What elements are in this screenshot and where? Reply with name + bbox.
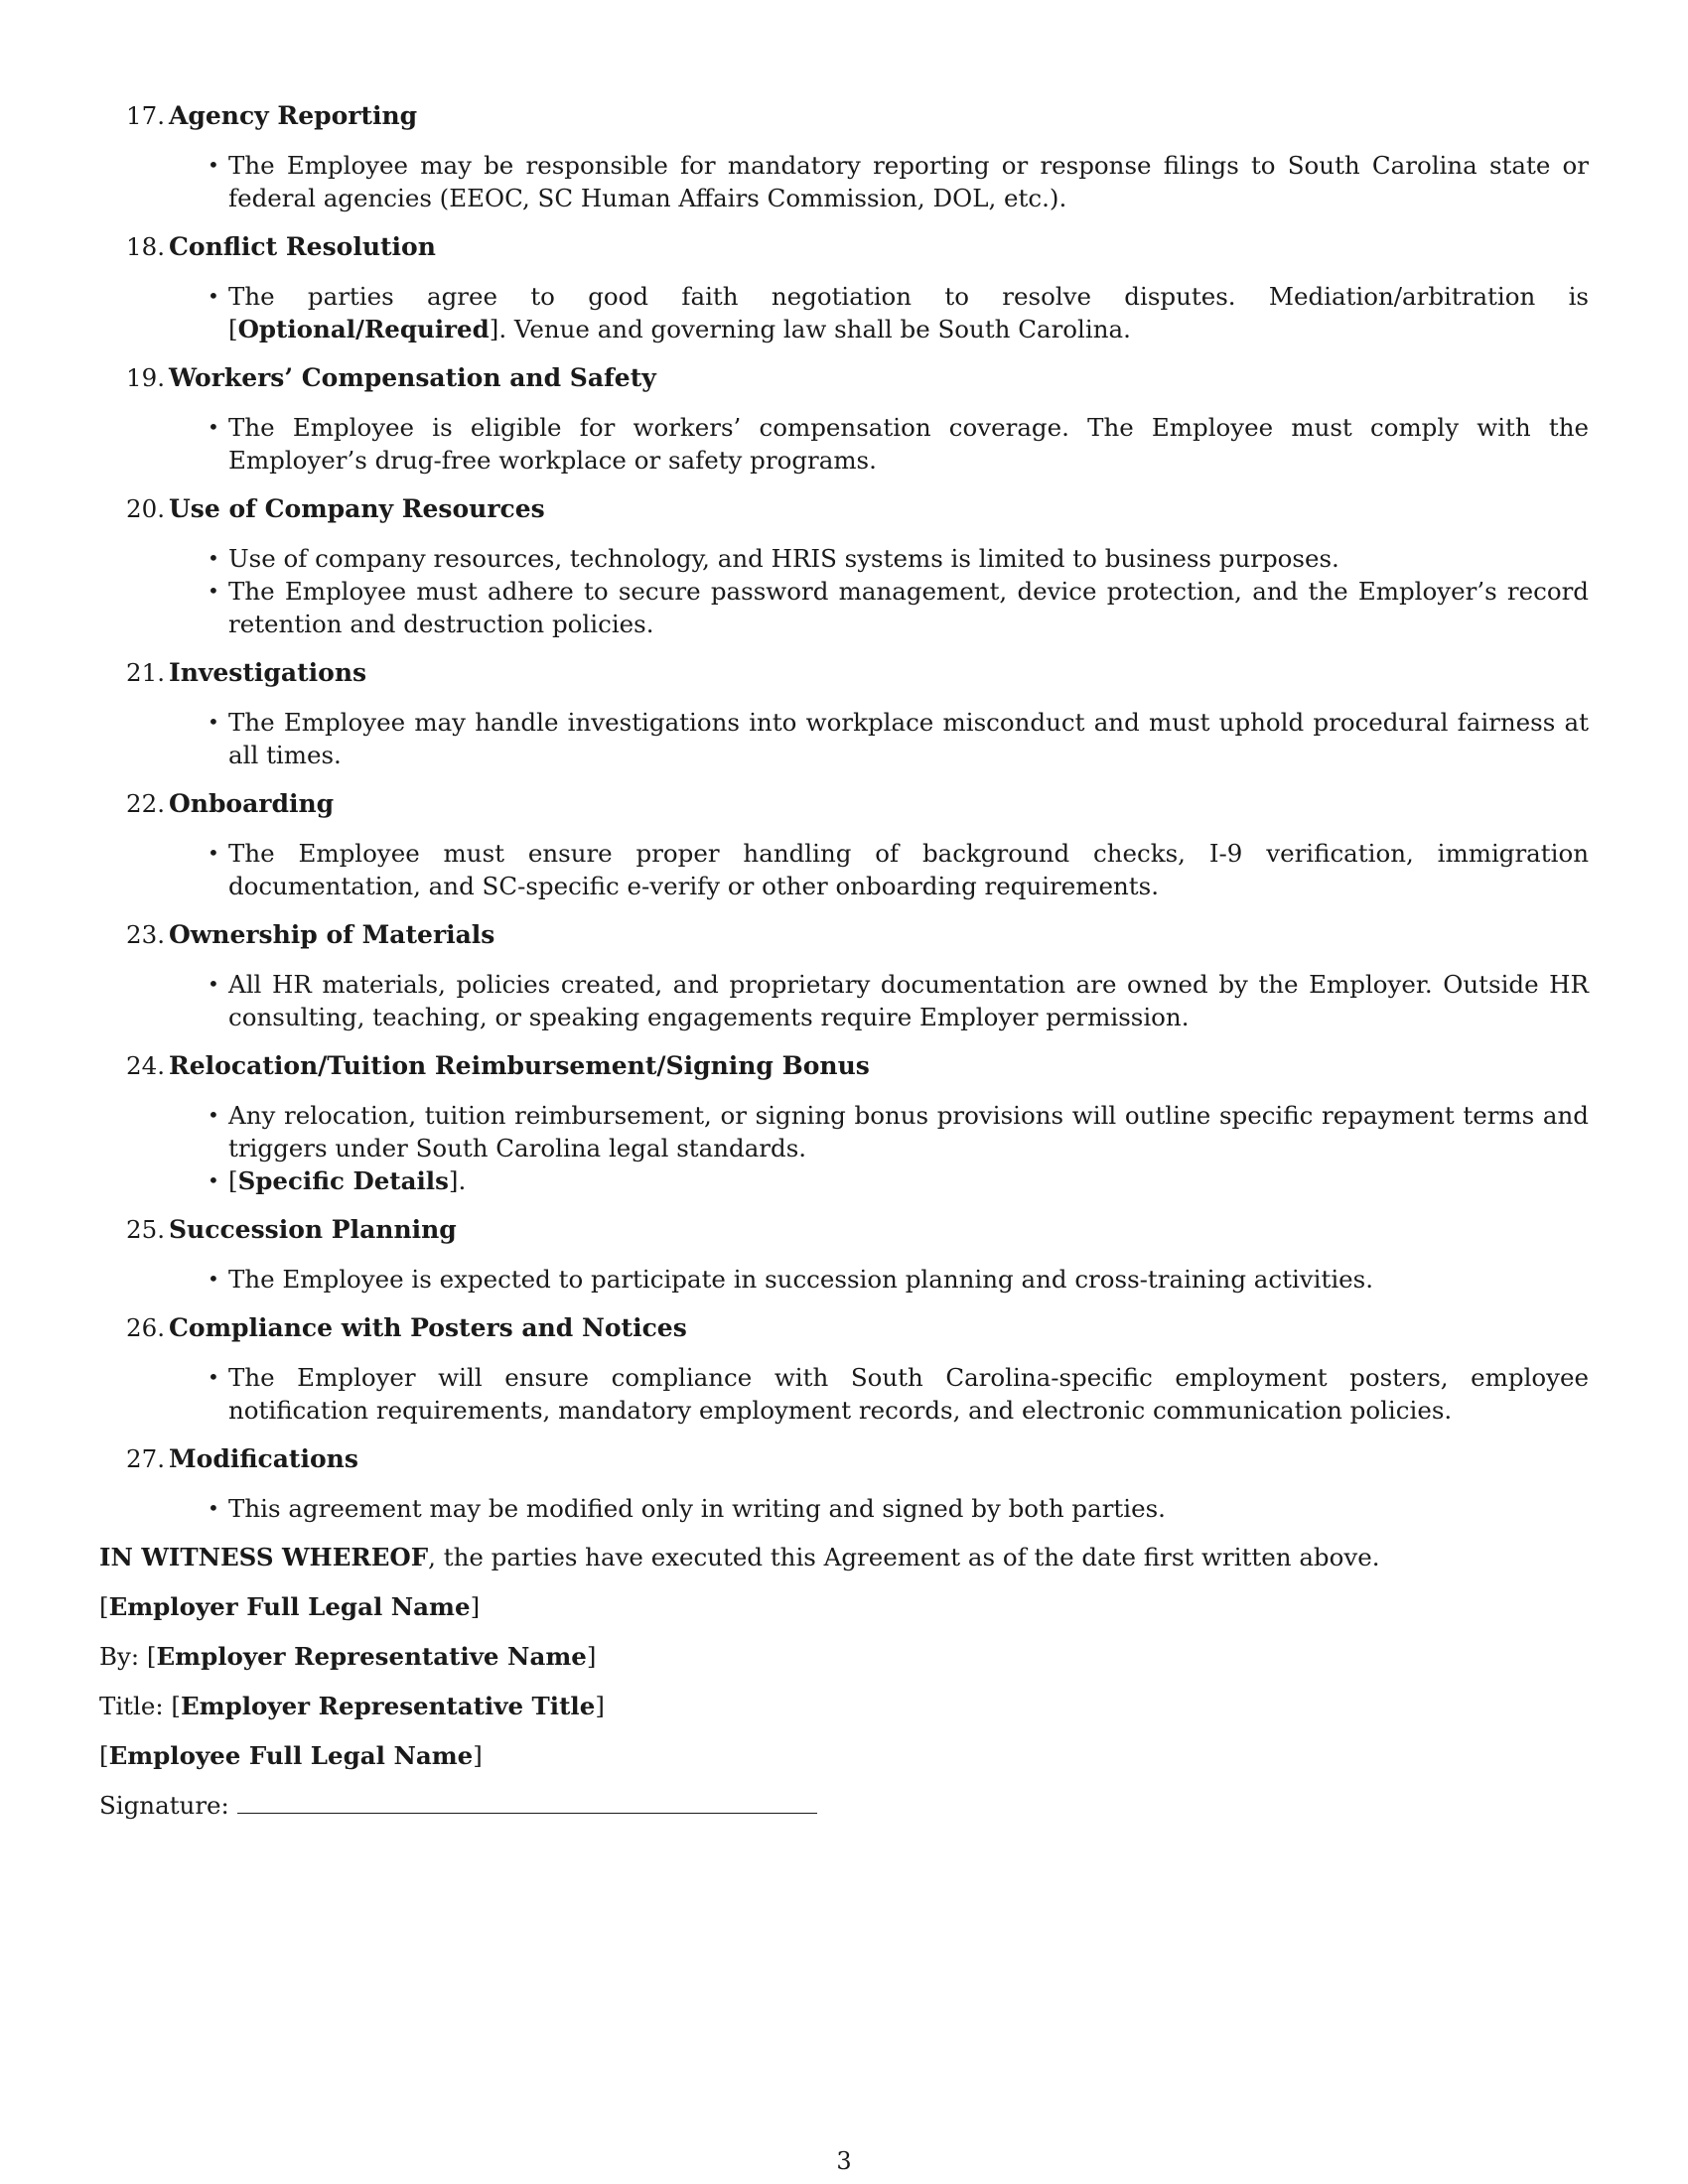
witness-text: , the parties have executed this Agreement as of the date first written above. — [428, 1543, 1380, 1571]
title-label: Title: — [99, 1692, 164, 1720]
section-heading — [99, 492, 1589, 525]
section-number: 23. — [126, 920, 165, 949]
employee-name-placeholder: Employee Full Legal Name — [108, 1741, 474, 1770]
bullet-item — [208, 542, 1589, 575]
bullet-item — [208, 1164, 1589, 1197]
bullet-text: The Employee may be responsible for mandatory reporting or response filings to South Carolina state or federal agencies (EEOC, SC Human Affairs Commission, DOL, etc.). — [228, 151, 1589, 212]
bullet-list — [99, 968, 1589, 1033]
section-number: 20. — [126, 494, 165, 523]
signature-line — [99, 1789, 1589, 1822]
section-heading — [99, 1311, 1589, 1344]
section-title: Onboarding — [169, 789, 335, 818]
bullet-text: The Employee must adhere to secure password management, device protection, and the Employer’s record retention and destruction policies. — [228, 577, 1589, 638]
section-title: Ownership of Materials — [169, 920, 495, 949]
section-heading — [99, 656, 1589, 689]
bullet-icon: • — [208, 415, 219, 439]
bullet-text: Any relocation, tuition reimbursement, or signing bonus provisions will outline specific repayment terms and triggers under South Carolina legal standards. — [228, 1101, 1589, 1162]
bullet-item — [208, 968, 1589, 1033]
section-title: Use of Company Resources — [169, 494, 545, 523]
sections-list — [99, 99, 1589, 1525]
section-heading — [99, 787, 1589, 820]
section-heading — [99, 918, 1589, 951]
bullet-list — [99, 411, 1589, 477]
section — [99, 1213, 1589, 1296]
bullet-icon: • — [208, 1365, 219, 1389]
section-title: Succession Planning — [169, 1215, 457, 1244]
bullet-item — [208, 575, 1589, 640]
bullet-text: Use of company resources, technology, and HRIS systems is limited to business purposes. — [228, 544, 1339, 573]
placeholder-text: Optional/Required — [237, 315, 490, 343]
section-number: 25. — [126, 1215, 165, 1244]
section-number: 22. — [126, 789, 165, 818]
employer-name-placeholder: Employer Full Legal Name — [108, 1592, 471, 1621]
section-number: 27. — [126, 1444, 165, 1473]
bullet-icon: • — [208, 972, 219, 996]
section — [99, 1442, 1589, 1525]
bullet-item — [208, 1361, 1589, 1427]
bullet-text: ]. Venue and governing law shall be South Carolina. — [489, 315, 1131, 343]
section — [99, 361, 1589, 477]
signature-label: Signature: — [99, 1791, 229, 1820]
bullet-list — [99, 280, 1589, 345]
section — [99, 492, 1589, 640]
bullet-list — [99, 1263, 1589, 1296]
bullet-icon: • — [208, 1267, 219, 1291]
bullet-list — [99, 542, 1589, 640]
bullet-icon: • — [208, 284, 219, 308]
by-line: By: [Employer Representative Name] — [99, 1642, 597, 1671]
document-page — [99, 99, 1589, 1839]
section-title: Modifications — [169, 1444, 358, 1473]
bullet-item — [208, 411, 1589, 477]
section-title: Compliance with Posters and Notices — [169, 1313, 687, 1342]
bullet-icon: • — [208, 153, 219, 177]
bullet-text: The parties agree to good faith negotiation to resolve disputes. Mediation/arbitration is [ — [228, 282, 1589, 343]
bullet-list — [99, 149, 1589, 214]
bullet-text: This agreement may be modified only in writing and signed by both parties. — [228, 1494, 1166, 1523]
bullet-text: The Employee is expected to participate in succession planning and cross-training activities. — [228, 1265, 1374, 1294]
signature-block — [99, 1541, 1589, 1822]
section-title: Agency Reporting — [169, 101, 418, 130]
section-number: 26. — [126, 1313, 165, 1342]
section-heading — [99, 1213, 1589, 1246]
bullet-text: All HR materials, policies created, and proprietary documentation are owned by the Employer. Outside HR consulting, teaching, or speaking engagements require Employer permission. — [228, 970, 1589, 1031]
placeholder-text: Specific Details — [237, 1166, 449, 1195]
section-heading — [99, 230, 1589, 263]
section-title: Workers’ Compensation and Safety — [169, 363, 656, 392]
bullet-icon: • — [208, 546, 219, 570]
bullet-icon: • — [208, 710, 219, 734]
section — [99, 230, 1589, 345]
section-title: Investigations — [169, 658, 367, 687]
bullet-text: [ — [228, 1166, 238, 1195]
section-number: 21. — [126, 658, 165, 687]
section-heading — [99, 99, 1589, 132]
bullet-list — [99, 1361, 1589, 1427]
bullet-list — [99, 1099, 1589, 1197]
section-title: Conflict Resolution — [169, 232, 436, 261]
section-number: 17. — [126, 101, 165, 130]
bullet-icon: • — [208, 1103, 219, 1127]
bullet-list — [99, 706, 1589, 771]
section — [99, 99, 1589, 214]
bullet-item — [208, 837, 1589, 902]
bullet-icon: • — [208, 1496, 219, 1520]
employee-name-line: [Employee Full Legal Name] — [99, 1741, 483, 1770]
bullet-text: The Employee must ensure proper handling of background checks, I-9 verification, immigration documentation, and SC-specific e-verify or other onboarding requirements. — [228, 839, 1589, 900]
section-heading — [99, 361, 1589, 394]
bullet-icon: • — [208, 1168, 219, 1192]
section-heading — [99, 1442, 1589, 1475]
section — [99, 787, 1589, 902]
bullet-item — [208, 1263, 1589, 1296]
witness-clause — [99, 1541, 1589, 1573]
section-number: 19. — [126, 363, 165, 392]
bullet-item — [208, 1492, 1589, 1525]
bullet-text: The Employer will ensure compliance with South Carolina-specific employment posters, employee notification requirements, mandatory employment records, and electronic communication policies. — [228, 1363, 1589, 1425]
by-label: By: — [99, 1642, 140, 1671]
bullet-item — [208, 280, 1589, 345]
section-heading — [99, 1049, 1589, 1082]
bullet-text: ]. — [448, 1166, 467, 1195]
rep-title-placeholder: Employer Representative Title — [180, 1692, 596, 1720]
page-number: 3 — [836, 2147, 852, 2175]
signature-blank[interactable] — [237, 1789, 817, 1814]
bullet-icon: • — [208, 579, 219, 603]
title-line: Title: [Employer Representative Title] — [99, 1692, 605, 1720]
bullet-list — [99, 837, 1589, 902]
bullet-text: The Employee is eligible for workers’ compensation coverage. The Employee must comply with the Employer’s drug-free workplace or safety programs. — [228, 413, 1589, 475]
section — [99, 918, 1589, 1033]
witness-heading: IN WITNESS WHEREOF — [99, 1543, 429, 1571]
rep-name-placeholder: Employer Representative Name — [156, 1642, 587, 1671]
section-title: Relocation/Tuition Reimbursement/Signing Bonus — [169, 1051, 870, 1080]
employer-name-line: [Employer Full Legal Name] — [99, 1592, 481, 1621]
section — [99, 1311, 1589, 1427]
bullet-text: The Employee may handle investigations into workplace misconduct and must uphold procedural fairness at all times. — [228, 708, 1589, 769]
bullet-list — [99, 1492, 1589, 1525]
bullet-icon: • — [208, 841, 219, 865]
section — [99, 1049, 1589, 1197]
bullet-item — [208, 706, 1589, 771]
bullet-item — [208, 149, 1589, 214]
section-number: 18. — [126, 232, 165, 261]
bullet-item — [208, 1099, 1589, 1164]
section — [99, 656, 1589, 771]
section-number: 24. — [126, 1051, 165, 1080]
